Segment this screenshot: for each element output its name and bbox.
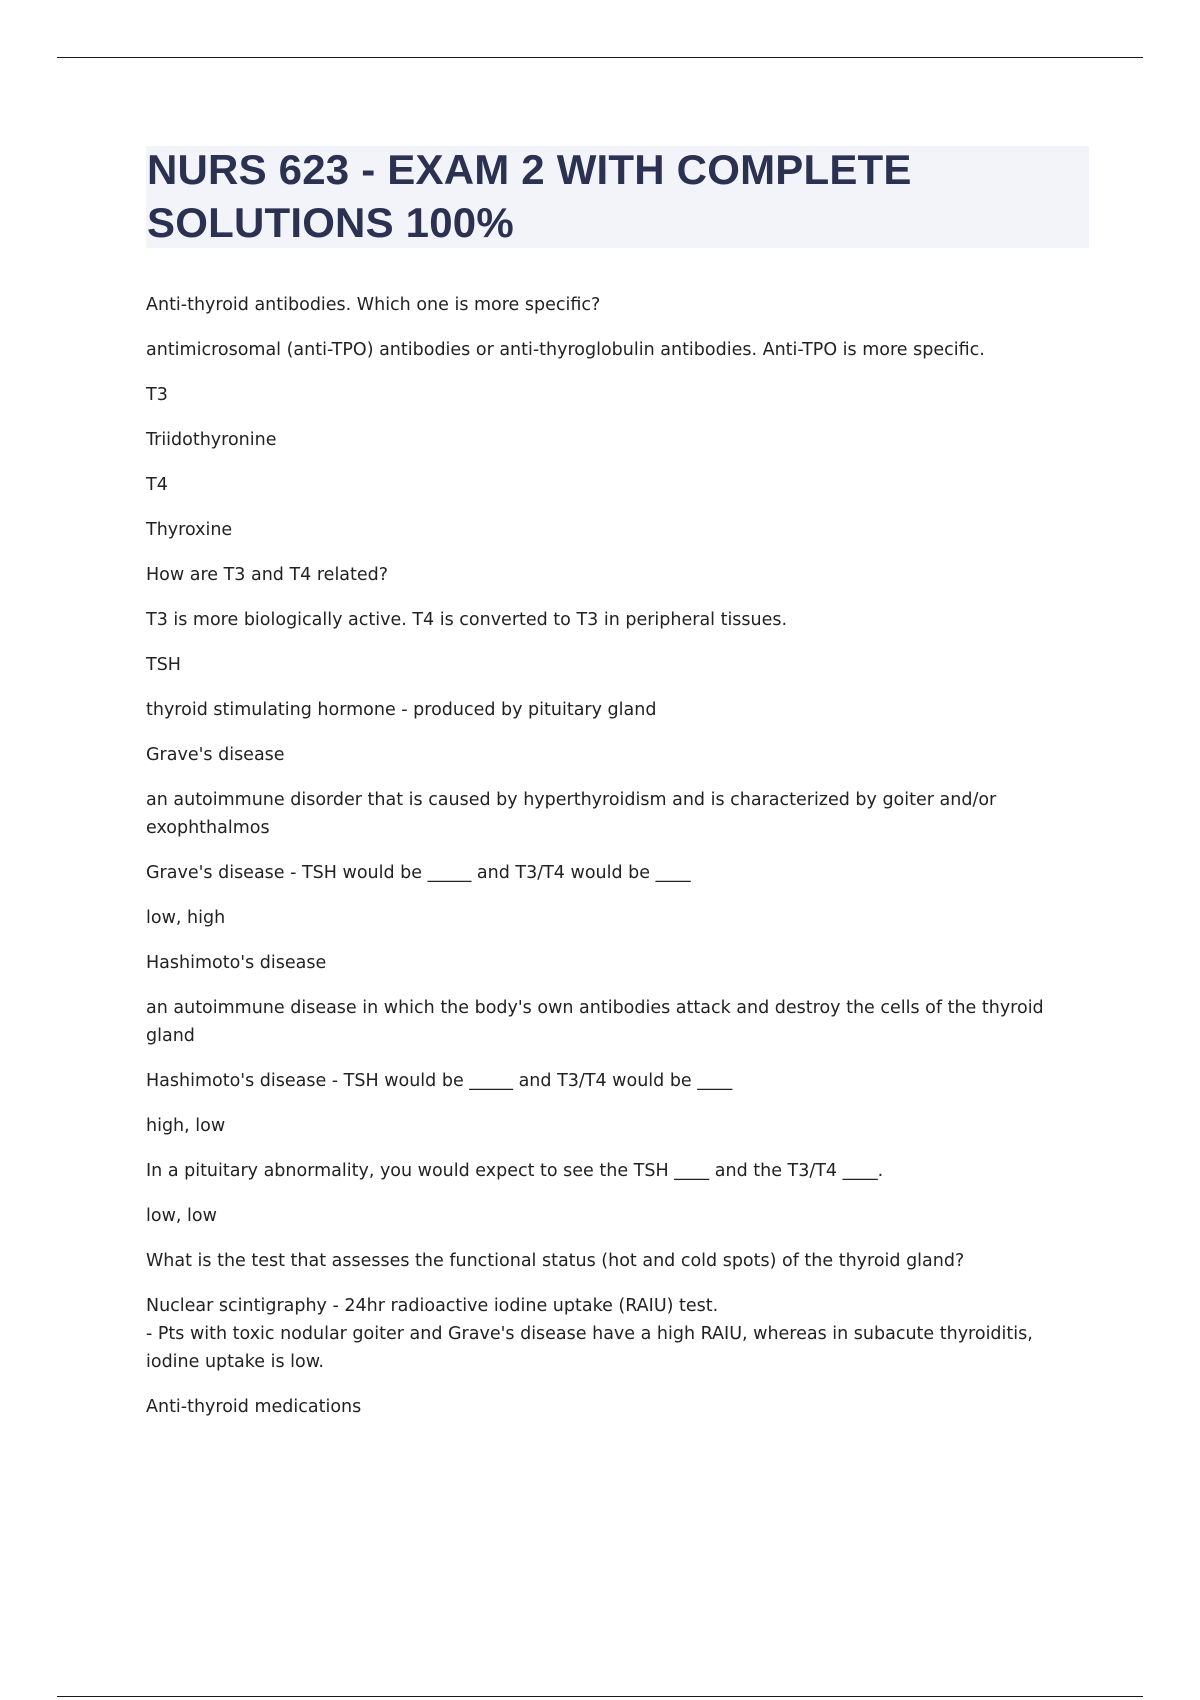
answer-text: an autoimmune disease in which the body's own antibodies attack and destroy the cells of the thyroid gland: [146, 998, 1044, 1046]
question-text: Anti-thyroid medications: [146, 1397, 362, 1417]
question-text: Anti-thyroid antibodies. Which one is more specific?: [146, 295, 601, 315]
bottom-rule: [57, 1696, 1143, 1697]
question-text: Grave's disease: [146, 745, 285, 765]
question-text: In a pituitary abnormality, you would expect to see the TSH ____ and the T3/T4 ____.: [146, 1161, 884, 1181]
answer-text: low, low: [146, 1206, 217, 1226]
question-text: How are T3 and T4 related?: [146, 565, 389, 585]
question-text: What is the test that assesses the functional status (hot and cold spots) of the thyroid gland?: [146, 1251, 965, 1271]
answer-text: an autoimmune disorder that is caused by hyperthyroidism and is characterized by goiter and/or exophthalmos: [146, 790, 997, 838]
answer-text: antimicrosomal (anti-TPO) antibodies or anti-thyroglobulin antibodies. Anti-TPO is more specific.: [146, 340, 985, 360]
answer-text: low, high: [146, 908, 226, 928]
question-text: Hashimoto's disease: [146, 953, 327, 973]
question-text: T3: [146, 385, 168, 405]
question-text: Hashimoto's disease - TSH would be _____ and T3/T4 would be ____: [146, 1071, 733, 1091]
document-title: NURS 623 - EXAM 2 WITH COMPLETE SOLUTIONS 100%: [147, 146, 912, 246]
top-rule: [57, 57, 1143, 58]
question-text: T4: [146, 475, 168, 495]
answer-text: thyroid stimulating hormone - produced by pituitary gland: [146, 700, 657, 720]
answer-text: T3 is more biologically active. T4 is converted to T3 in peripheral tissues.: [146, 610, 788, 630]
answer-text: Nuclear scintigraphy - 24hr radioactive iodine uptake (RAIU) test. - Pts with toxic nodular goiter and Grave's disease have a high RAIU, whereas in subacute thyroiditis, iodine uptake is low.: [146, 1296, 1033, 1372]
question-text: Grave's disease - TSH would be _____ and T3/T4 would be ____: [146, 863, 691, 883]
answer-text: Thyroxine: [146, 520, 233, 540]
answer-text: high, low: [146, 1116, 226, 1136]
answer-text: Triidothyronine: [146, 430, 277, 450]
flashcard-list: [146, 291, 1086, 1438]
question-text: TSH: [146, 655, 181, 675]
